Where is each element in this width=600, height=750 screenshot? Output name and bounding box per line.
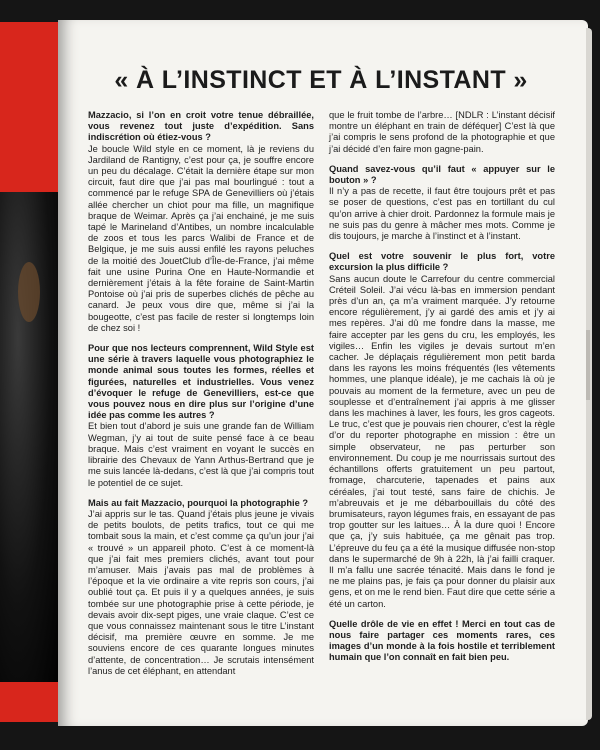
answer-1: Je boucle Wild style en ce moment, là je reviens du Jardiland de Rantigny, c’est pour ça, je souffre encore un peu du décalage. C’était la dernière étape sur mon circuit, faut dire que j’ai pas mal bourlingué : tout a commencé par le refuge SPA de Genevilliers où j’étais allée chercher un chiot pour ma fille, un magnifique braque de Weimar. Après ça j’ai enchainé, je me suis tapé le Marineland d’Antibes, un nombre incalculable de zoos et tous les parcs Walibi de France et de Belgique, je me suis aussi enfilé les rayons peluches de la moitié des JouetClub d’Île-de-France, j’ai même fait une usine Purina One en Haute-Normandie et dernièrement j’étais à la fête foraine de Saint-Martin Pontoise où j’ai pris de superbes clichés de pêche au canard. Je peux vous dire que, même si j’ai la bougeotte, c’est pas facile de rester si longtemps loin de chez soi !	[88, 143, 314, 333]
question-1: Mazzacio, si l’on en croit votre tenue débraillée, vous revenez tout juste d’expédition. Sans indiscrétion où étiez-vous ?	[88, 110, 314, 143]
column-left	[88, 110, 314, 686]
left-page-photo-edge	[0, 22, 62, 722]
closing-remark: Quelle drôle de vie en effet ! Merci en tout cas de nous faire partager ces moments rares, ces images d’un monde à la fois hostile et terriblement humain que l’on connaît en fait bien peu.	[329, 618, 555, 663]
answer-5: Sans aucun doute le Carrefour du centre commercial Créteil Soleil. J’ai vécu là-bas en immersion pendant près d’un an, ça m’a vraiment marquée. J’y retourne encore régulièrement, j’y ai gardé des amis et j’y ai mes repères. J’ai dû me fondre dans la masse, me faire accepter par les gens du cru, les employés, les vigiles… Enfin les vigiles je devais surtout m’en cacher. Je déplaçais régulièrement mon petit barda dans les rayons les moins fréquentés (les vêtements hommes, une planque idéale), je me cachais là où je pouvais au moment de la fermeture, avec un peu de souplesse et d’entraînement j’ai appris à me glisser dans les machines à laver, les fours, les gros cageots. Le truc, c’est que je pouvais rien chourer, c’est la règle d’or du reporter photographe en mission : être un simple observateur, ne pas perturber son environnement. Du coup je me nourrissais surtout des échantillons offerts gratuitement un peu partout, fromage, charcuterie, tapenades et pains aux céréales, j’ai tout testé, sans faire de chichis. Je m’abreuvais et je me débarbouillais du côté des brumisateurs, rayon légumes frais, en essayant de pas trop goutter sur les laitues… À la dure quoi ! Encore que ça, j’y suis habituée, ça me gênait pas trop. L’épreuve du feu ça a été la musique diffusée non-stop dans le supermarché de 9h à 22h, là j’ai failli craquer. Il m’a fallu une sacrée ténacité. Mais dans le fond je ne me plains pas, je fais ça pour donner du plaisir aux gens, et on me le rend bien. Faut dire que cette série a été un carton.	[329, 273, 555, 609]
page-tab	[586, 330, 590, 400]
article-title: « À L’INSTINCT ET À L’INSTANT »	[114, 66, 528, 94]
question-3: Mais au fait Mazzacio, pourquoi la photographie ?	[88, 497, 309, 508]
answer-4: Il n’y a pas de recette, il faut être toujours prêt et pas se poser de questions, c’est pas en tortillant du cul qu’on arrive à chier droit. Pardonnez la formule mais je ne suis pas du genre à mâcher mes mots. Comme je dis toujours, je marche à l’instinct et à l’instant.	[329, 186, 555, 242]
column-right	[329, 110, 555, 664]
dog-photo	[0, 192, 60, 682]
answer-3-continued: que le fruit tombe de l’arbre… [NDLR : L’instant décisif montre un éléphant en train de déféquer] C’est là que j’ai compris le sens profond de la photographie et que j’ai décidé d’en faire mon gagne-pain.	[329, 110, 555, 154]
answer-3: J’ai appris sur le tas. Quand j’étais plus jeune je vivais de petits boulots, de petits trafics, tout ce qui me tombait sous la main, et c’est comme ça qu’un jour j’ai « trouvé » un appareil photo. C’est à ce moment-là que j’ai fait mes premiers clichés, avant tout pour m’amuser. Mais j’avais pas mal de problèmes à l’époque et la vie ordinaire a vite repris son cours, j’ai oublié tout ça. Et puis il y a quelques années, je suis tombée sur une photographie prise à cette période, je devais avoir dix-sept piges, une vraie claque. C’est ce que vous connaissez maintenant sous le titre L’instant décisif, ma première œuvre en somme. Je me souviens encore de ces quarante longues minutes d’attente, de concentration… Je scrutais intensément l’anus de cet éléphant, en attendant	[88, 508, 314, 676]
answer-2: Et bien tout d’abord je suis une grande fan de William Wegman, j’y ai tout de suite pensé face à ce beau braque. Mais c’est vraiment en voyant le succès en librairie des Chevaux de Yann Arthus-Bertrand que je me suis lancée là-dedans, c’est là que j’ai compris tout le potentiel de ce sujet.	[88, 421, 314, 488]
question-5: Quel est votre souvenir le plus fort, votre excursion la plus difficile ?	[329, 251, 555, 273]
question-2: Pour que nos lecteurs comprennent, Wild Style est une série à travers laquelle vous photographiez le monde animal sous toutes les formes, réelles et figurées, naturelles et industrielles. Vous venez d’évoquer le refuge de Genevilliers, est-ce que vous pouvez nous en dire plus sur l’origine d’une idée pas comme les autres ?	[88, 343, 314, 421]
question-4: Quand savez-vous qu’il faut « appuyer sur le bouton » ?	[329, 163, 555, 186]
